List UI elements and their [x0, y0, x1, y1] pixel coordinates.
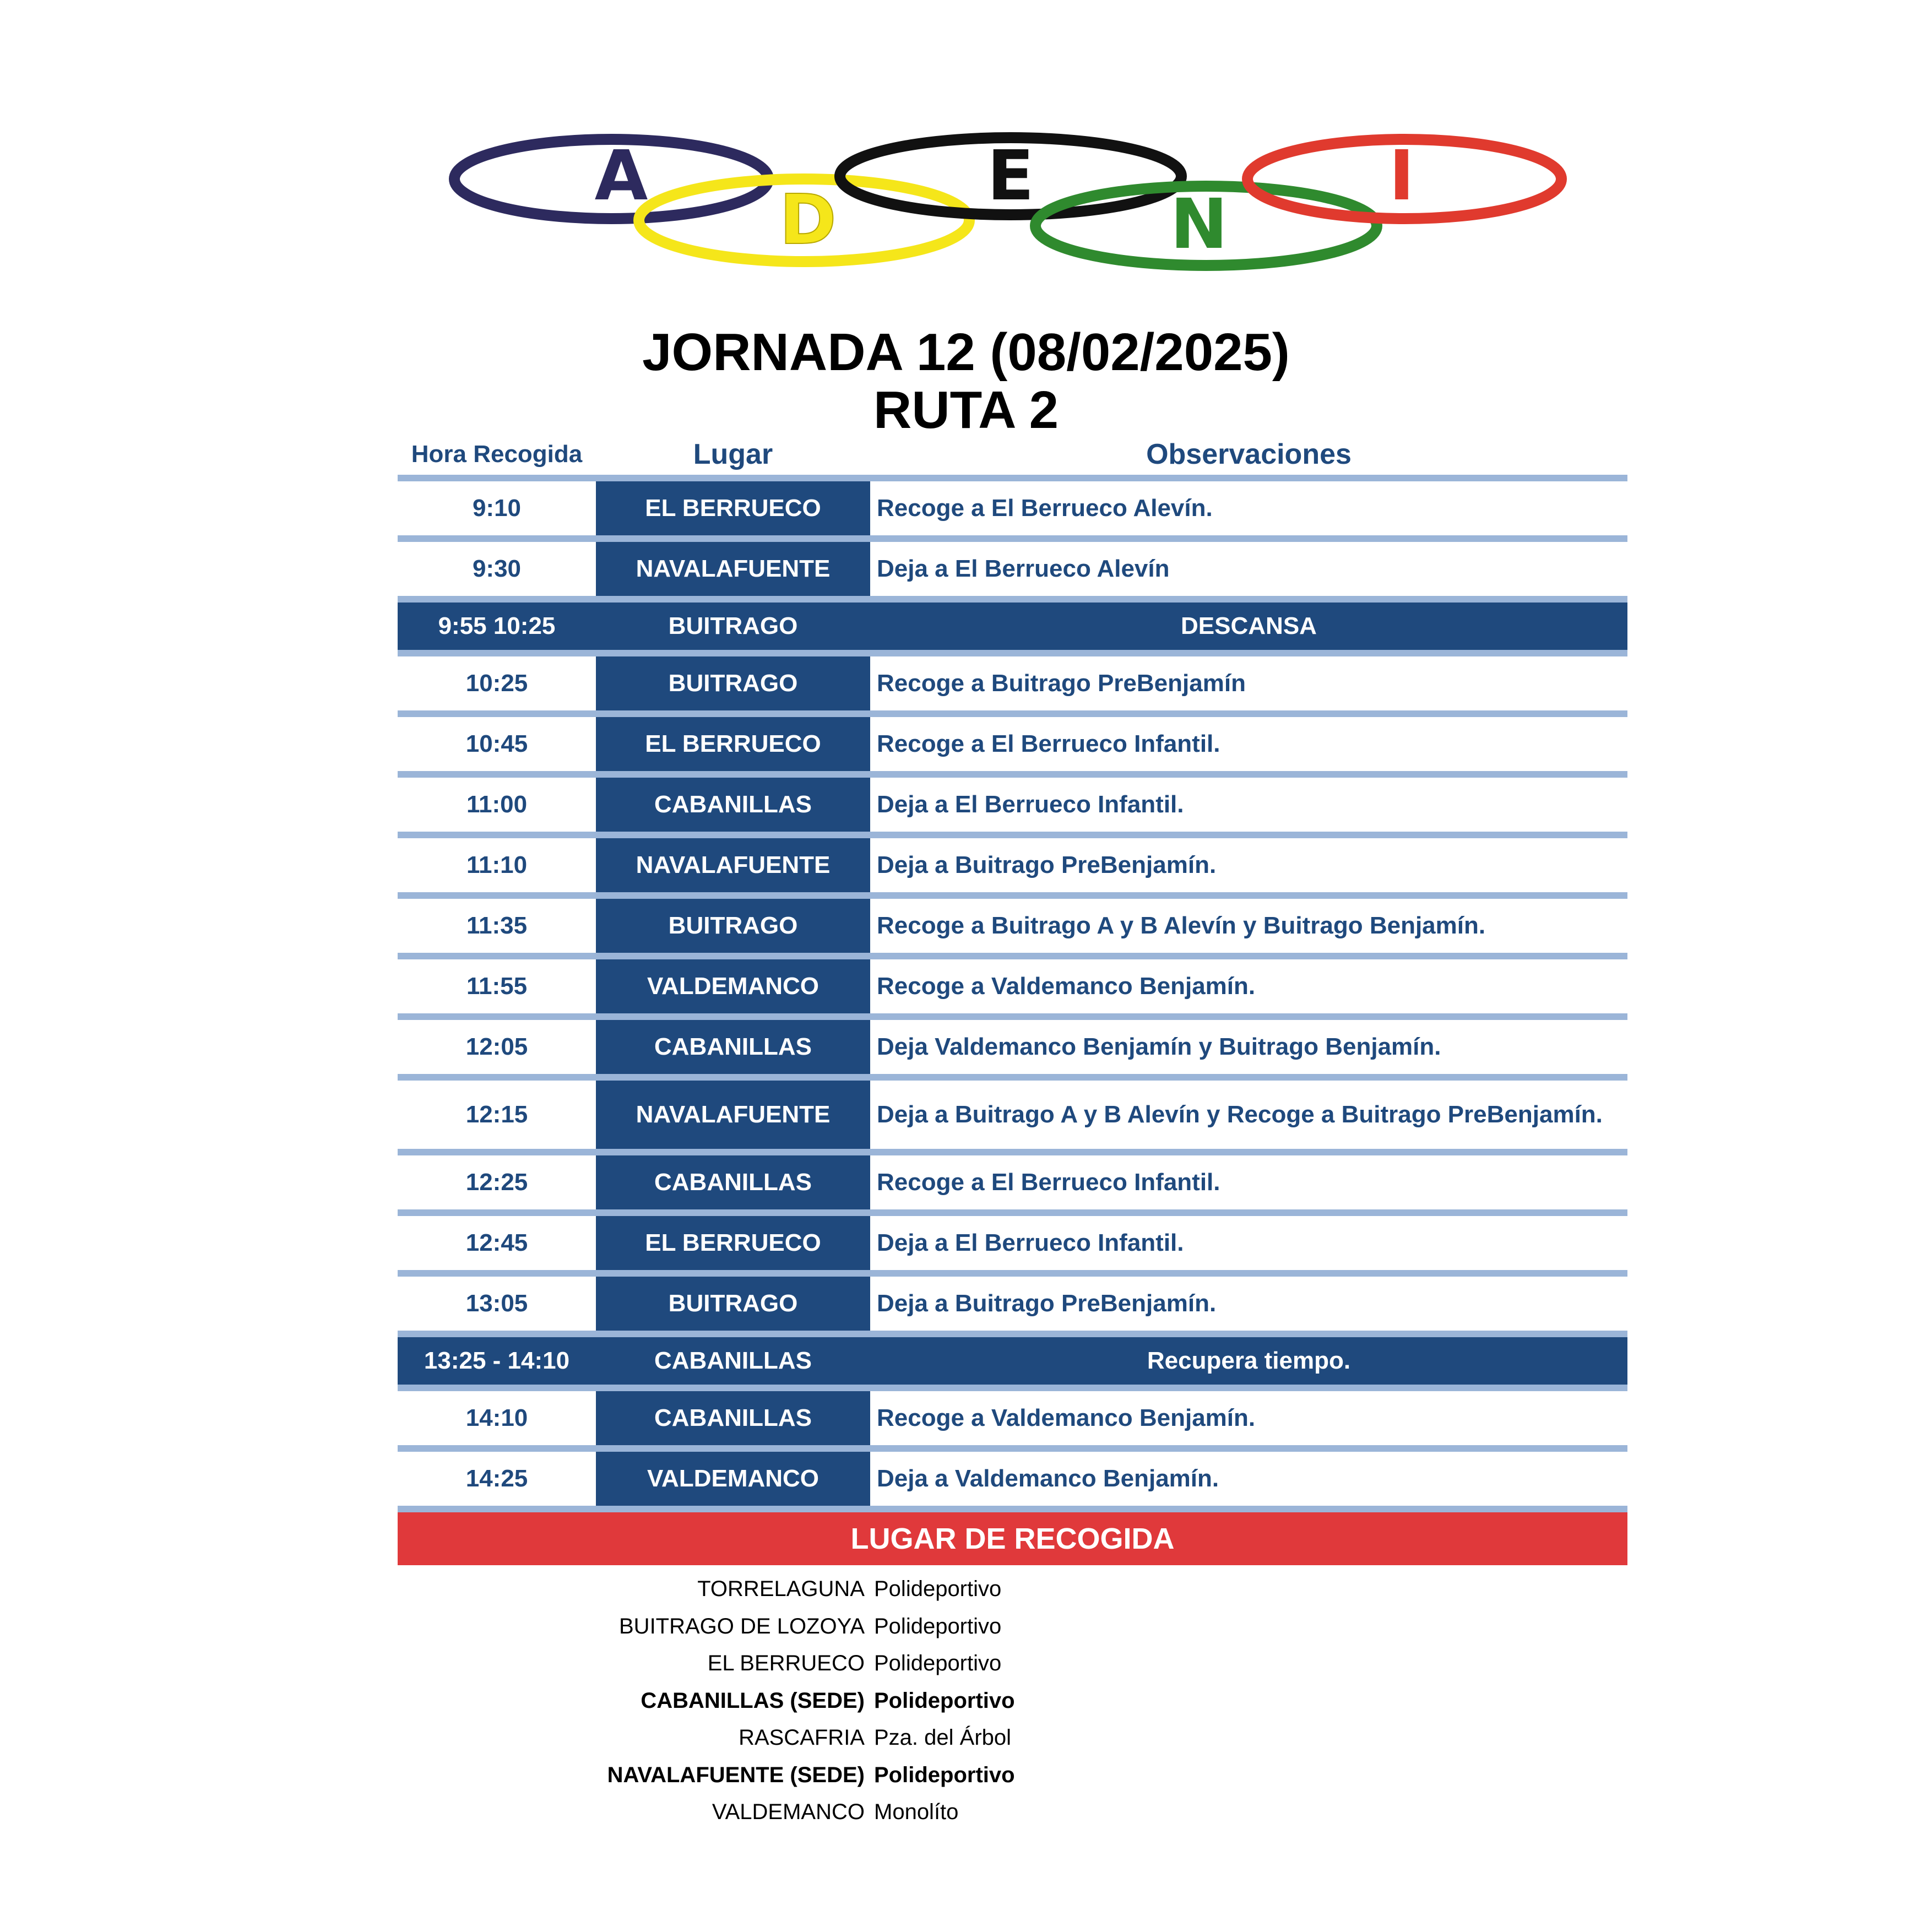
row-time: 9:55 10:25 — [438, 612, 556, 639]
logo-letter-i: I — [1388, 136, 1415, 216]
row-separator — [398, 1209, 1627, 1216]
table-row — [398, 717, 1627, 771]
pickup-item — [0, 1757, 1932, 1794]
logo-letter-a: A — [594, 136, 648, 216]
row-time: 13:05 — [465, 1290, 528, 1317]
row-separator — [398, 535, 1627, 542]
row-separator — [398, 771, 1627, 778]
row-place: EL BERRUECO — [596, 717, 870, 771]
pickup-place: Polideportivo — [874, 1651, 1002, 1675]
row-observation: Recoge a El Berrueco Alevín. — [877, 495, 1213, 522]
column-header-hora: Hora Recogida — [411, 441, 583, 468]
row-separator — [398, 650, 1627, 656]
row-observation: Deja a El Berrueco Infantil. — [877, 791, 1184, 818]
row-separator — [398, 1149, 1627, 1155]
table-row — [398, 656, 1627, 710]
logo-letter-d: D — [779, 180, 837, 260]
row-time: 14:10 — [465, 1404, 528, 1431]
table-row — [398, 542, 1627, 596]
row-time: 11:00 — [466, 791, 528, 818]
logo-letter-e: E — [987, 136, 1034, 216]
row-place: CABANILLAS — [596, 1155, 870, 1209]
pickup-item — [0, 1571, 1932, 1608]
pickup-place: Polideportivo — [874, 1614, 1002, 1638]
row-separator — [398, 832, 1627, 838]
row-time: 12:25 — [465, 1169, 528, 1196]
row-time: 12:15 — [465, 1101, 528, 1128]
table-row — [398, 1337, 1627, 1385]
row-separator — [398, 710, 1627, 717]
row-place: BUITRAGO — [596, 656, 870, 710]
page-subtitle: RUTA 2 — [873, 381, 1059, 439]
table-row — [398, 1155, 1627, 1209]
logo-letter-n: N — [1170, 184, 1228, 264]
pickup-item — [0, 1683, 1932, 1720]
row-observation: Recoge a El Berrueco Infantil. — [877, 730, 1220, 757]
row-place: CABANILLAS — [596, 778, 870, 832]
row-separator — [398, 953, 1627, 959]
row-observation: Deja Valdemanco Benjamín y Buitrago Benjamín. — [877, 1033, 1441, 1060]
row-separator — [398, 1270, 1627, 1277]
column-header-lugar: Lugar — [693, 438, 773, 470]
pickup-town: TORRELAGUNA — [697, 1577, 865, 1601]
row-place: CABANILLAS — [596, 1337, 870, 1385]
column-header-observaciones: Observaciones — [1146, 438, 1352, 470]
row-observation: Recupera tiempo. — [1147, 1347, 1351, 1374]
row-time: 11:10 — [466, 851, 528, 878]
table-row — [398, 838, 1627, 892]
row-time: 9:30 — [472, 555, 522, 582]
row-time: 12:45 — [465, 1229, 528, 1256]
row-separator — [398, 1506, 1627, 1512]
row-time: 14:25 — [465, 1465, 528, 1492]
pickup-item — [0, 1645, 1932, 1683]
row-place: BUITRAGO — [596, 1277, 870, 1331]
row-time: 11:55 — [466, 973, 528, 1000]
row-place: NAVALAFUENTE — [596, 542, 870, 596]
pickup-place: Polideportivo — [874, 1762, 1015, 1787]
row-time: 10:45 — [465, 730, 528, 757]
pickup-banner: LUGAR DE RECOGIDA — [398, 1512, 1627, 1565]
pickup-town: CABANILLAS (SEDE) — [641, 1688, 865, 1713]
row-observation: Recoge a Buitrago A y B Alevín y Buitrago Benjamín. — [877, 912, 1486, 939]
row-observation: Deja a El Berrueco Alevín — [877, 555, 1170, 582]
schedule-table — [398, 475, 1627, 1565]
row-observation: Deja a Valdemanco Benjamín. — [877, 1465, 1219, 1492]
table-row — [398, 899, 1627, 953]
row-observation: Deja a El Berrueco Infantil. — [877, 1229, 1184, 1256]
table-row — [398, 1391, 1627, 1445]
pickup-place: Polideportivo — [874, 1688, 1015, 1713]
table-row — [398, 959, 1627, 1013]
row-separator — [398, 1331, 1627, 1337]
row-time: 10:25 — [465, 670, 528, 697]
pickup-item — [0, 1719, 1932, 1757]
row-place: EL BERRUECO — [596, 481, 870, 535]
row-place: CABANILLAS — [596, 1020, 870, 1074]
table-row — [398, 1020, 1627, 1074]
row-observation: Deja a Buitrago PreBenjamín. — [877, 1290, 1217, 1317]
pickup-place: Polideportivo — [874, 1577, 1002, 1601]
pickup-place: Monolíto — [874, 1800, 959, 1824]
row-place: BUITRAGO — [596, 899, 870, 953]
row-separator — [398, 892, 1627, 899]
table-row — [398, 1216, 1627, 1270]
pickup-item — [0, 1608, 1932, 1646]
pickup-town: EL BERRUECO — [707, 1651, 865, 1675]
table-row — [398, 603, 1627, 650]
pickup-item — [0, 1794, 1932, 1831]
page-title: JORNADA 12 (08/02/2025) — [642, 323, 1290, 382]
row-observation: Recoge a Buitrago PreBenjamín — [877, 670, 1246, 697]
row-observation: DESCANSA — [1181, 612, 1317, 639]
row-place: NAVALAFUENTE — [596, 1081, 870, 1149]
pickup-town: VALDEMANCO — [712, 1800, 865, 1824]
row-place: VALDEMANCO — [596, 1452, 870, 1506]
row-place: NAVALAFUENTE — [596, 838, 870, 892]
table-row — [398, 1452, 1627, 1506]
row-separator — [398, 596, 1627, 603]
row-time: 12:05 — [465, 1033, 528, 1060]
row-place: BUITRAGO — [596, 603, 870, 650]
row-observation: Deja a Buitrago PreBenjamín. — [877, 851, 1217, 878]
pickup-town: RASCAFRIA — [739, 1725, 865, 1750]
row-time: 13:25 - 14:10 — [424, 1347, 570, 1374]
row-observation: Recoge a El Berrueco Infantil. — [877, 1169, 1220, 1196]
pickup-place: Pza. del Árbol — [874, 1725, 1012, 1750]
row-observation: Recoge a Valdemanco Benjamín. — [877, 1404, 1256, 1431]
adeni-logo — [446, 124, 1570, 275]
table-row — [398, 1081, 1627, 1149]
row-separator — [398, 1385, 1627, 1391]
row-place: EL BERRUECO — [596, 1216, 870, 1270]
row-place: CABANILLAS — [596, 1391, 870, 1445]
row-place: VALDEMANCO — [596, 959, 870, 1013]
row-separator — [398, 475, 1627, 481]
row-separator — [398, 1013, 1627, 1020]
table-row — [398, 778, 1627, 832]
pickup-list — [0, 1571, 1932, 1831]
row-separator — [398, 1074, 1627, 1081]
row-time: 11:35 — [466, 912, 528, 939]
pickup-town: BUITRAGO DE LOZOYA — [619, 1614, 865, 1638]
row-observation: Deja a Buitrago A y B Alevín y Recoge a Buitrago PreBenjamín. — [877, 1101, 1603, 1128]
row-separator — [398, 1445, 1627, 1452]
pickup-town: NAVALAFUENTE (SEDE) — [607, 1762, 865, 1787]
table-row — [398, 481, 1627, 535]
table-row — [398, 1277, 1627, 1331]
row-observation: Recoge a Valdemanco Benjamín. — [877, 973, 1256, 1000]
row-time: 9:10 — [472, 495, 522, 522]
